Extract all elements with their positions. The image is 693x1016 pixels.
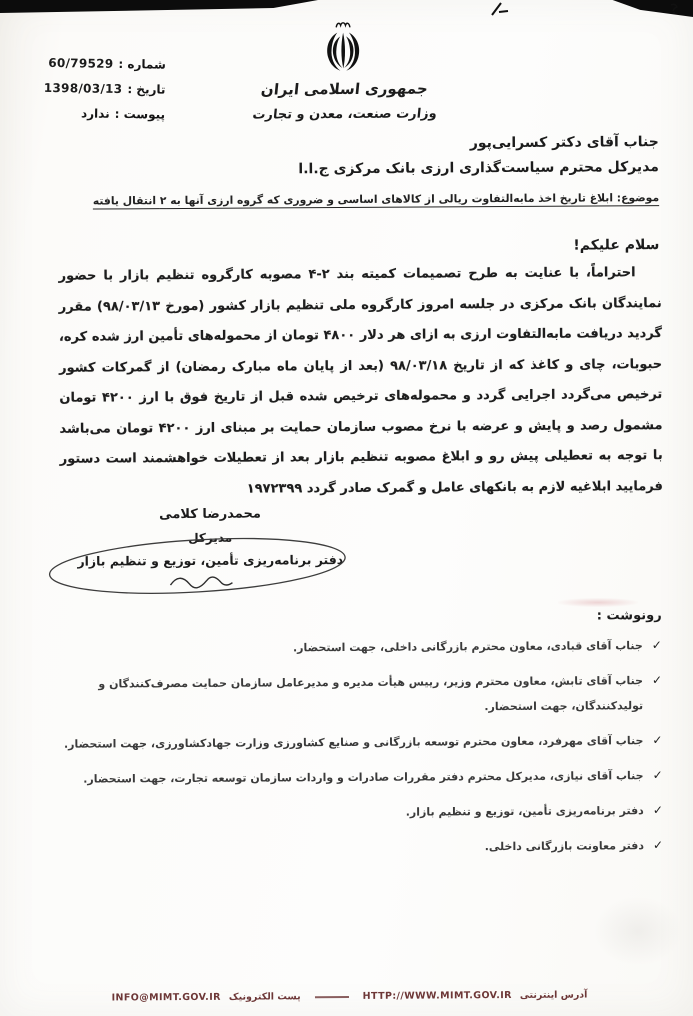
subject-line: موضوع: ابلاغ تاریخ اخذ مابه‌التفاوت ریالی از کالاهای اساسی و ضروری که گروه ارزی آنها به ۲ انتقال یافته [92, 191, 660, 208]
cc-item-text: دفتر برنامه‌ریزی تأمین، توزیع و تنظیم بازار. [405, 804, 644, 819]
signatory-name: محمدرضا کلامی [159, 506, 261, 523]
cc-item-text: جناب آقای نیازی، مدیرکل محترم دفتر مقررات صادرات و واردات سازمان توسعه تجارت، جهت استحضار. [83, 769, 644, 786]
number-value: 60/79529 [48, 55, 114, 71]
checkmark-icon: ✓ [652, 768, 663, 783]
checkmark-icon: ✓ [651, 638, 662, 653]
iran-emblem-icon [315, 20, 371, 78]
cc-item-text: دفتر معاونت بازرگانی داخلی. [484, 839, 645, 854]
number-label: شماره : [118, 56, 166, 72]
letter-body: احتراماً، با عنایت به طرح تصمیمات کمیته بند ۲-۴ مصوبه کارگروه تنظیم بازار با حضور نمایندگان بانک مرکزی در جلسه امروز کارگروه ملی تنظیم بازار کشور (مورخ ۹۸/۰۳/۱۳) مقرر گردید دریافت مابه‌التفاوت ارزی به ازای هر دلار ۴۸۰۰ تومان از محموله‌های تأمین ارز شده کره، حبوبات، چای و کاغذ که از تاریخ ۹۸/۰۳/۱۸ (بعد از پایان ماه مبارک رمضان) از گمرکات کشور ترخیص می‌گردد اجرایی گردد و محموله‌های ترخیص شده قبل از تاریخ فوق با ارز ۴۲۰۰ تومان مشمول رصد و پایش و عرضه با نرخ مصوب سازمان حمایت بر مبنای ارز ۴۲۰۰ تومان می‌باشد با توجه به تعطیلی پیش رو و ابلاغ مصوبه تنظیم بازار بعد از تعطیلات خواهشمند است دستور فرمایید ابلاغیه لازم به بانکهای عامل و گمرک صادر گردد ۱۹۷۲۳۹۹ [58, 265, 663, 497]
salutation: سلام علیکم! [573, 237, 660, 254]
attachment-label: پیوست : [114, 106, 166, 122]
footer-separator [315, 995, 349, 997]
signatory-title: مدیرکل [188, 530, 233, 545]
org-name-line2: وزارت صنعت، معدن و تجارت [251, 106, 438, 123]
footer-email-group [112, 991, 301, 1003]
cc-item-text: جناب آقای تابش، معاون محترم وزیر، رییس هیأت مدیره و مدیرعامل سازمان حمایت مصرف‌کنندگان و تولیدکنندگان، جهت استحضار. [98, 674, 644, 714]
letter-attachment-row [15, 100, 165, 127]
footer-web-group [363, 990, 588, 1002]
attachment-value: ندارد [80, 106, 110, 121]
checkmark-icon: ✓ [652, 838, 664, 853]
cc-item [22, 798, 663, 827]
web-label: آدرس اینترنتی [519, 989, 588, 1001]
checkmark-icon: ✓ [652, 803, 663, 818]
org-name-line1: جمهوری اسلامی ایران [260, 79, 429, 99]
cc-item [21, 728, 662, 757]
cc-item-text: جناب آقای قبادی، معاون محترم بازرگانی داخلی، جهت استحضار. [292, 639, 643, 655]
cc-item [22, 833, 663, 862]
cc-item [21, 633, 662, 662]
recipient-name: جناب آقای دکتر کسرایی‌پور [469, 134, 659, 152]
signature-block [70, 506, 350, 569]
email-label: پست الکترونیک [228, 991, 301, 1003]
letter-date-row [15, 75, 165, 102]
cc-item-text: جناب آقای مهرفرد، معاون محترم توسعه بازرگانی و صنایع کشاورزی وزارت جهادکشاورزی، جهت استحضار. [63, 734, 644, 751]
cc-section [21, 608, 664, 872]
email-address: INFO@MIMT.GOV.IR [111, 991, 221, 1004]
date-label: تاریخ : [127, 82, 166, 97]
checkmark-icon: ✓ [651, 673, 663, 688]
recipient-block [298, 134, 659, 177]
date-value: 1398/03/13 [43, 80, 123, 97]
letter-footer [3, 989, 693, 1004]
signatory-office: دفتر برنامه‌ریزی تأمین، توزیع و تنظیم بازار [77, 552, 344, 569]
letter-number-row [16, 50, 166, 77]
cc-label: رونوشت : [596, 608, 662, 624]
cc-item [21, 668, 662, 722]
letter-meta-block [15, 50, 166, 127]
checkmark-icon: ✓ [652, 733, 663, 748]
recipient-title: مدیرکل محترم سیاست‌گذاری ارزی بانک مرکزی ج.ا.ا [298, 159, 659, 178]
web-address: HTTP://WWW.MIMT.GOV.IR [362, 989, 512, 1002]
cc-item [22, 763, 663, 792]
